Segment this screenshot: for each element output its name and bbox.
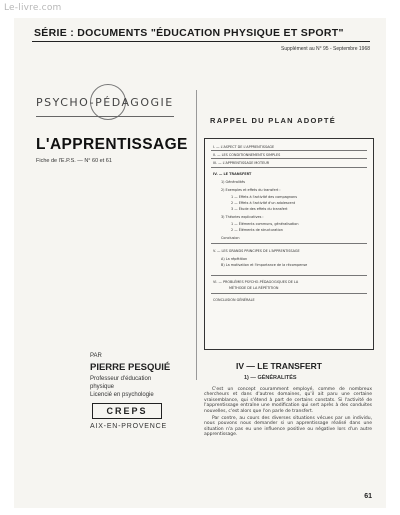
- plan-item: 1 — Effets à l'activité des compagnons: [231, 195, 297, 199]
- plan-rule: [211, 158, 367, 159]
- plan-item: Conclusion: [221, 236, 240, 240]
- plan-rule: [211, 293, 367, 294]
- plan-heading: RAPPEL DU PLAN ADOPTÉ: [210, 116, 337, 125]
- body-text: [204, 387, 372, 440]
- column-divider: [196, 90, 197, 380]
- plan-item: 2 — Effets à l'activité d'un adolescent: [231, 201, 296, 205]
- plan-item: 1) Généralités: [221, 180, 246, 184]
- watermark: Le-livre.com: [4, 3, 62, 13]
- plan-item: IV. — LE TRANSFERT: [213, 172, 252, 176]
- document-page: [14, 18, 386, 508]
- plan-rule: [211, 167, 367, 168]
- institution-box: CREPS: [92, 403, 162, 419]
- author-role: Licencié en psychologie: [90, 392, 154, 398]
- plan-rule: [211, 243, 367, 244]
- author-role: Professeur d'éducation: [90, 376, 152, 382]
- plan-item: I. — L'ASPECT DE L'APPRENTISSAGE: [213, 145, 275, 149]
- plan-rule: [211, 150, 367, 151]
- plan-item: MÉTHODE DE LA RÉPÉTITION: [229, 286, 279, 290]
- fiche-reference: Fiche de l'E.P.S. — N° 60 et 61: [36, 158, 112, 164]
- author-role: physique: [90, 384, 115, 390]
- category-rule: [36, 116, 174, 117]
- plan-item: 3) Théories explicatives :: [221, 215, 264, 219]
- plan-item: VI. — PROBLÈMES PSYCHO-PÉDAGOGIQUES DE LA: [213, 280, 299, 284]
- plan-item: V. — LES GRANDS PRINCIPES DE L'APPRENTISSAGE: [213, 249, 300, 253]
- plan-item: CONCLUSION GÉNÉRALE: [213, 298, 255, 302]
- plan-item: A) La répétition: [221, 257, 248, 261]
- header-rule: [32, 41, 370, 42]
- plan-item: II. — LES CONDITIONNEMENTS SIMPLES: [213, 153, 281, 157]
- plan-item: B) La motivation et l'importance de la récompense: [221, 263, 308, 267]
- plan-item: III. — L'APPRENTISSAGE MOTEUR: [213, 161, 270, 165]
- section-title: IV — LE TRANSFERT: [236, 361, 322, 371]
- body-paragraph: Par contre, au cours des diverses situations vécues par un individu, nous pouvons nous demander si un apprentissage réalisé dans une situation n'a pas eu une influence positive ou négative lors d'un autre apprentissage.: [204, 416, 372, 438]
- author-name: PIERRE PESQUIÉ: [90, 362, 171, 373]
- series-header: SÉRIE : DOCUMENTS "ÉDUCATION PHYSIQUE ET SPORT": [34, 27, 344, 39]
- plan-item: 2) Exemples et effets du transfert :: [221, 188, 281, 192]
- body-paragraph: C'est un concept couramment employé, comme de nombreux chercheurs et dans d'autres domaines, qu'il ait paru une certaine vraisemblance, qui s'étend à part de certains constats. Si l'activité de l'apprentissage entraîne une modification qui sert après à des conduites nouvelles, c'est alors que l'on parle de transfert.: [204, 387, 372, 414]
- plan-box: [204, 138, 374, 350]
- plan-item: 2 — Éléments de structuration: [231, 228, 283, 232]
- subsection-title: 1) — GÉNÉRALITÉS: [244, 375, 297, 381]
- plan-item: 1 — Éléments communs, généralisation: [231, 222, 299, 226]
- page-number: 61: [364, 493, 372, 500]
- by-label: PAR: [90, 353, 102, 359]
- plan-item: 3 — Étude des effets du transfert: [231, 207, 288, 211]
- supplement-note: Supplément au N° 95 - Septembre 1968: [281, 46, 370, 52]
- city-label: AIX-EN-PROVENCE: [90, 423, 167, 430]
- page-title: L'APPRENTISSAGE: [36, 136, 188, 153]
- plan-rule: [211, 275, 367, 276]
- category-label: PSYCHO-PÉDAGOGIE: [36, 96, 174, 109]
